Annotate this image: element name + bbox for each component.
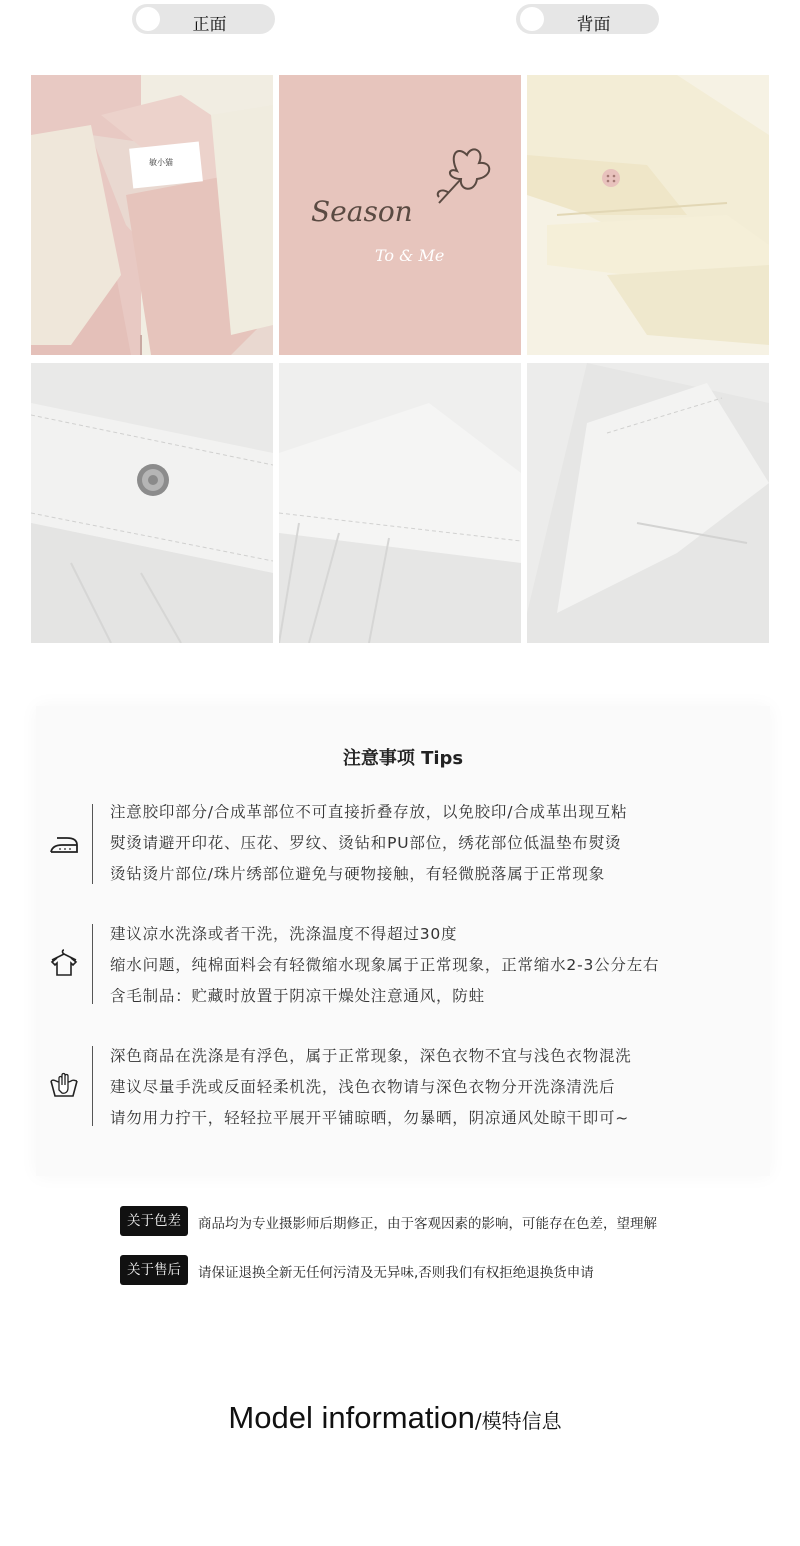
embroidery-main-text: Season [311,195,413,228]
collar-tag-text: 敏小猫 [149,158,173,167]
front-view-label: 正面 [192,15,227,35]
front-view-toggle[interactable] [132,4,275,34]
back-view-label: 背面 [576,15,611,35]
tip-line: 建议尽量手洗或反面轻柔机洗，浅色衣物请与深色衣物分开洗涤清洗后 [110,1078,616,1096]
hand-wash-icon [48,1068,80,1100]
tip-divider [92,804,93,884]
tip-line: 注意胶印部分/合成革部位不可直接折叠存放，以免胶印/合成革出现互粘 [110,803,628,821]
tip-line: 缩水问题，纯棉面料会有轻微缩水现象属于正常现象，正常缩水2-3公分左右 [110,956,660,974]
note-text: 请保证退换全新无任何污清及无异味,否则我们有权拒绝退换货申请 [198,1265,594,1281]
model-info-heading [0,1400,790,1436]
tip-line: 深色商品在洗涤是有浮色，属于正常现象，深色衣物不宜与浅色衣物混洗 [110,1047,632,1065]
tip-section-washing [110,919,659,1012]
shirt-hanger-icon [48,946,80,978]
cuff-button-photo [527,75,769,355]
tip-section-ironing [110,797,627,890]
tip-line: 请勿用力拧干，轻轻拉平展开平铺晾晒，勿暴晒，阴凉通风处晾干即可~ [110,1109,630,1127]
note-text: 商品均为专业摄影师后期修正，由于客观因素的影响，可能存在色差，望理解 [198,1216,657,1232]
iron-icon [48,828,80,860]
tip-divider [92,924,93,1004]
tip-line: 含毛制品：贮藏时放置于阴凉干燥处注意通风，防蛀 [110,987,485,1005]
note-badge: 关于售后 [120,1255,188,1285]
waistband-button-photo [31,363,273,643]
model-info-title-cn: /模特信息 [474,1409,562,1433]
embroidery-photo [279,75,521,355]
embroidery-sub-text: To & Me [375,246,445,265]
tip-line: 熨烫请避开印花、压花、罗纹、烫钻和PU部位，绣花部位低温垫布熨烫 [110,834,622,852]
tip-divider [92,1046,93,1126]
back-view-toggle[interactable] [516,4,659,34]
collar-tag-photo [31,75,273,355]
pleat-detail-photo [279,363,521,643]
model-info-title-en: Model information [228,1400,475,1435]
tips-title: 注意事项 Tips [342,748,464,769]
tip-section-color [110,1041,632,1134]
tips-card [36,706,770,1176]
tip-line: 建议凉水洗涤或者干洗，洗涤温度不得超过30度 [110,925,458,943]
tip-line: 烫钻烫片部位/珠片绣部位避免与硬物接触，有轻微脱落属于正常现象 [110,865,606,883]
note-badge: 关于色差 [120,1206,188,1236]
hem-fold-photo [527,363,769,643]
